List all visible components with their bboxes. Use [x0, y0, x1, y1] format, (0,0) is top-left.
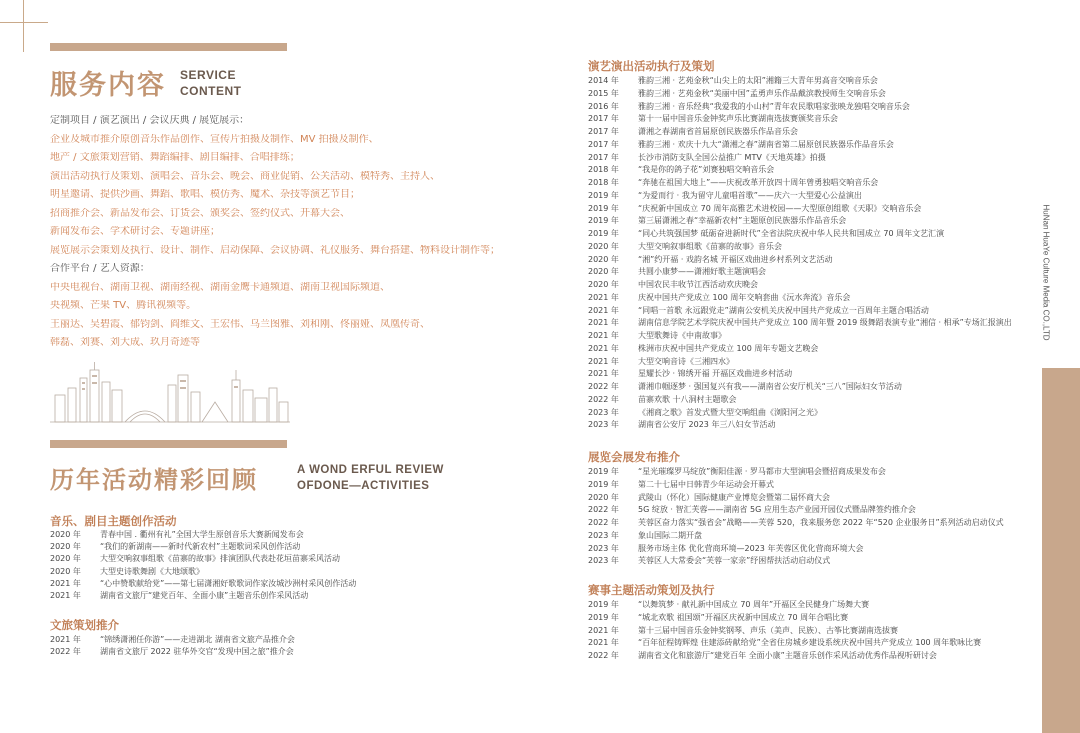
- review-title-cn: 历年活动精彩回顾: [50, 466, 258, 494]
- event-year: 2022 年: [588, 518, 619, 527]
- event-text: “百年征程铸辉煌 住建添砖献给党”全省住房城乡建设系统庆祝中国共产党成立 100 周年歌咏比赛: [638, 638, 982, 648]
- event-text: 雅韵三湘 · 艺苑金秋“美丽中国”孟勇声乐作品戴滨教授师生交响音乐会: [638, 88, 886, 98]
- event-year: 2015 年: [588, 88, 619, 98]
- event-text: 象山国际二期开盘: [638, 530, 702, 540]
- side-color-tab: [1042, 368, 1080, 733]
- event-year: 2023 年: [588, 407, 619, 417]
- city-skyline-illustration: [50, 360, 290, 425]
- event-row: [588, 178, 1030, 188]
- contest-section-title: 赛事主题活动策划及执行: [588, 583, 715, 597]
- event-text: 中国农民丰收节江西活动欢庆晚会: [638, 280, 758, 289]
- event-text: “为爱而行 · 我为留守儿童唱首歌”——庆六一大型爱心公益演出: [638, 190, 862, 200]
- event-text: 星耀长沙 · 锦绣开福 开福区戏曲进乡村活动: [638, 369, 793, 379]
- review-bar: [50, 440, 287, 448]
- event-text: “庆祝新中国成立 70 周年高雅艺术进校园——大型原创组歌《天职》交响音乐会: [638, 203, 922, 213]
- event-text: 湖南省文旅厅“建党百年、全面小康”主题音乐创作采风活动: [100, 591, 309, 600]
- event-text: 潇湘之春湖南省首届原创民族器乐作品音乐会: [638, 127, 798, 136]
- event-year: 2021 年: [588, 305, 619, 315]
- event-text: 大型交响叙事组歌《苗寨的故事》排演团队代表赴花垣苗寨采风活动: [100, 554, 340, 564]
- event-text: 第三届潇湘之春“幸福新农村”主题原创民族器乐作品音乐会: [638, 216, 847, 226]
- event-year: 2020 年: [50, 554, 81, 564]
- event-year: 2020 年: [588, 280, 619, 289]
- service-title-cn: 服务内容: [50, 70, 166, 101]
- event-text: 潇湘巾帼逐梦 · 强国复兴有我——湖南省公安厅机关“三八”国际妇女节活动: [638, 382, 902, 391]
- music-section-title: 音乐、剧目主题创作活动: [50, 514, 177, 528]
- event-row: [588, 127, 1030, 137]
- event-year: 2021 年: [588, 318, 619, 328]
- event-year: 2021 年: [588, 638, 619, 648]
- event-year: 2020 年: [588, 254, 619, 264]
- event-text: 共圆小康梦——潇湘好歌主题演唱会: [638, 267, 766, 277]
- event-row: [588, 191, 1030, 201]
- service-line: 定制项目 / 演艺演出 / 会议庆典 / 展览展示：: [50, 115, 250, 126]
- event-year: 2019 年: [588, 479, 619, 489]
- event-year: 2020 年: [50, 530, 81, 539]
- service-line: 明星邀请、提供沙画、舞蹈、歌唱、模仿秀、魔术、杂技等演艺节目；: [50, 189, 360, 200]
- event-text: 服务市场主体 优化营商环境—2023 年芙蓉区优化营商环境大会: [638, 543, 864, 553]
- event-year: 2019 年: [588, 467, 619, 476]
- service-line: 企业及城市推介原创音乐作品创作、宣传片拍摄及制作、MV 拍摄及制作、: [50, 133, 379, 145]
- service-line: 合作平台 / 艺人资源：: [50, 263, 150, 274]
- service-title-en-2: CONTENT: [180, 84, 242, 98]
- event-row: [588, 114, 1030, 124]
- event-year: 2017 年: [588, 114, 619, 124]
- event-row: [588, 382, 1030, 392]
- service-line: 韩磊、刘赛、刘大成、玖月奇迹等: [50, 337, 200, 348]
- event-year: 2014 年: [588, 76, 619, 85]
- event-row: [588, 408, 1030, 418]
- event-row: [588, 229, 1030, 239]
- event-row: [588, 242, 1030, 252]
- event-year: 2019 年: [588, 600, 619, 609]
- event-text: 苗寨欢歌 十八洞村主题歌会: [638, 394, 737, 404]
- event-text: “城北欢歌 祖国颂”开福区庆祝新中国成立 70 周年合唱比赛: [638, 612, 849, 622]
- event-year: 2019 年: [588, 190, 619, 200]
- event-year: 2020 年: [588, 241, 619, 251]
- event-year: 2023 年: [588, 556, 619, 566]
- event-text: “心中赞歌献给党”——第七届潇湘好歌歌词作家汝城沙洲村采风创作活动: [100, 578, 357, 588]
- event-row: [588, 357, 1030, 367]
- event-year: 2017 年: [588, 127, 619, 136]
- service-line: 地产 / 文旅策划营销、舞蹈编排、剧目编排、合唱排练；: [50, 152, 300, 163]
- culture-section-title: 文旅策划推介: [50, 618, 119, 632]
- event-text: 长沙市消防支队全国公益推广 MTV《天地英雄》拍摄: [638, 152, 826, 162]
- event-year: 2017 年: [588, 152, 619, 162]
- event-text: 湖南省公安厅 2023 年三八妇女节活动: [638, 420, 776, 430]
- event-text: 大型歌舞诗《中南故事》: [638, 331, 726, 340]
- service-line: 展览展示会策划及执行、设计、制作、启动保障、会议协调、礼仪服务、舞台搭建、物料设计制作等；: [50, 244, 500, 256]
- event-row: [588, 280, 1030, 290]
- event-year: 2021 年: [588, 343, 619, 353]
- event-row: [588, 626, 1030, 636]
- event-year: 2021 年: [588, 356, 619, 366]
- performance-section-title: 演艺演出活动执行及策划: [588, 59, 715, 73]
- event-text: “锦绣潇湘任你游”——走进湖北 湖南省文旅产品推介会: [100, 635, 295, 644]
- event-year: 2016 年: [588, 101, 619, 111]
- event-year: 2022 年: [50, 647, 81, 657]
- event-row: [588, 306, 1030, 316]
- event-row: [588, 420, 1030, 430]
- service-title-en-1: SERVICE: [180, 68, 236, 82]
- corner-line-vertical: [23, 0, 24, 52]
- event-year: 2021 年: [588, 625, 619, 635]
- event-row: [588, 267, 1030, 277]
- event-text: “星光璀璨罗马绽放”衡阳佳源 · 罗马都市大型演唱会暨招商成果发布会: [638, 467, 886, 476]
- event-row: [588, 531, 1030, 541]
- event-year: 2019 年: [588, 229, 619, 238]
- event-year: 2022 年: [588, 505, 619, 515]
- service-line: 新闻发布会、学术研讨会、专题讲座；: [50, 226, 220, 237]
- event-row: [588, 493, 1030, 503]
- event-text: “同心共筑强国梦 砥砺奋进新时代”全省法院庆祝中华人民共和国成立 70 周年文艺汇演: [638, 229, 945, 238]
- event-row: [588, 216, 1030, 226]
- event-year: 2021 年: [588, 369, 619, 379]
- event-row: [588, 255, 1030, 265]
- event-year: 2018 年: [588, 165, 619, 175]
- event-year: 2022 年: [588, 382, 619, 391]
- review-title-en-2: OFDONE—ACTIVITIES: [297, 480, 430, 492]
- event-row: [588, 153, 1030, 163]
- event-year: 2021 年: [50, 578, 81, 588]
- event-text: 第二十七届中日韩青少年运动会开幕式: [638, 479, 774, 489]
- event-row: [588, 140, 1030, 150]
- event-year: 2021 年: [50, 591, 81, 600]
- event-year: 2021 年: [50, 635, 81, 644]
- event-year: 2019 年: [588, 612, 619, 622]
- event-year: 2020 年: [588, 492, 619, 502]
- event-text: 雅韵三湘 · 艺苑金秋“山尖上的太阳”湘籍三大青年男高音交响音乐会: [638, 76, 878, 85]
- event-row: [588, 344, 1030, 354]
- event-year: 2020 年: [50, 542, 81, 552]
- event-row: [588, 613, 1030, 623]
- event-text: “奔驰在祖国大地上”——庆祝改革开放四十周年曾勇独唱交响音乐会: [638, 178, 879, 187]
- company-name-vertical: HuNan HuaYe Culture Media CO.,LTD: [1041, 204, 1051, 341]
- service-line: 招商推介会、新品发布会、订货会、颁奖会、签约仪式、开幕大会、: [50, 207, 350, 219]
- event-year: 2021 年: [588, 331, 619, 340]
- event-text: 株洲市庆祝中国共产党成立 100 周年专题文艺晚会: [638, 343, 819, 353]
- event-row: [588, 293, 1030, 303]
- event-row: [588, 638, 1030, 648]
- event-row: [588, 89, 1030, 99]
- event-row: [588, 505, 1030, 515]
- event-text: 芙蓉区人大常委会“芙蓉一家亲”纾困帮扶活动启动仪式: [638, 556, 831, 566]
- event-text: “以舞筑梦 · 献礼新中国成立 70 周年”开福区全民健身广场舞大赛: [638, 600, 870, 609]
- event-year: 2020 年: [50, 566, 81, 576]
- event-year: 2023 年: [588, 530, 619, 540]
- event-text: 青春中国 . 衢州有礼”全国大学生原创音乐大赛新闻发布会: [100, 530, 304, 539]
- event-year: 2019 年: [588, 203, 619, 213]
- event-row: [588, 318, 1030, 328]
- event-row: [50, 567, 1030, 577]
- service-line: 中央电视台、湖南卫视、湖南经视、湖南金鹰卡通频道、湖南卫视国际频道、: [50, 281, 390, 293]
- event-row: [588, 369, 1030, 379]
- event-row: [588, 480, 1030, 490]
- event-row: [588, 651, 1030, 661]
- event-text: 5G 绽放 · 智汇芙蓉——湖南省 5G 应用生态产业园开园仪式暨品牌签约推介会: [638, 505, 916, 515]
- event-year: 2023 年: [588, 420, 619, 430]
- event-text: 雅韵三湘 · 欢庆十九大“潇湘之春”湖南省第二届原创民族器乐作品音乐会: [638, 139, 894, 149]
- event-year: 2022 年: [588, 651, 619, 660]
- service-line: 王丽达、吴碧霞、郁钧剑、阎维文、王宏伟、乌兰图雅、刘和刚、佟丽娅、凤凰传奇、: [50, 318, 430, 330]
- event-row: [588, 518, 1030, 528]
- event-text: 大型交响音诗《三湘四水》: [638, 356, 734, 366]
- event-text: 第十一届中国音乐金钟奖声乐比赛湖南选拔赛颁奖音乐会: [638, 114, 838, 124]
- event-year: 2019 年: [588, 216, 619, 226]
- event-row: [588, 76, 1030, 86]
- event-text: “湘”约开福 · 戏韵名城 开福区戏曲进乡村系列文艺活动: [638, 254, 833, 264]
- corner-line-horizontal: [0, 22, 48, 23]
- event-text: “我们的新湖南——新时代新农村”主题歌词采风创作活动: [100, 542, 301, 552]
- event-text: 大型交响叙事组歌《苗寨的故事》音乐会: [638, 241, 782, 251]
- event-row: [588, 544, 1030, 554]
- event-text: 《湘商之歌》首发式暨大型交响组曲《浏阳河之光》: [638, 407, 822, 417]
- event-text: 第十三届中国音乐金钟奖钢琴、声乐（美声、民族）、古筝比赛湖南选拔赛: [638, 625, 898, 635]
- event-row: [50, 579, 1030, 589]
- event-row: [588, 204, 1030, 214]
- event-row: [588, 165, 1030, 175]
- event-row: [588, 395, 1030, 405]
- event-year: 2020 年: [588, 267, 619, 277]
- service-bar: [50, 43, 287, 51]
- review-title-en-1: A WOND ERFUL REVIEW: [297, 464, 444, 476]
- event-year: 2018 年: [588, 178, 619, 187]
- event-text: 庆祝中国共产党成立 100 周年交响套曲《沅水奔流》音乐会: [638, 292, 851, 302]
- event-text: 湖南省文旅厅 2022 驻华外交官“发现中国之旅”推介会: [100, 647, 294, 657]
- event-text: 湖南信息学院艺术学院庆祝中国共产党成立 100 周年暨 2019 级舞蹈表演专业“湘信 · 相承”专场汇报演出: [638, 318, 1012, 328]
- event-year: 2023 年: [588, 543, 619, 553]
- event-text: 大型史诗歌舞剧《大地颂歌》: [100, 566, 204, 576]
- event-text: “同唱一首歌 永远跟党走”湖南公安机关庆祝中国共产党成立一百周年主题合唱活动: [638, 305, 929, 315]
- event-text: 雅韵三湘 · 音乐经典“我爱我的小山村”青年农民歌唱家张映龙独唱交响音乐会: [638, 101, 910, 111]
- event-row: [588, 467, 1030, 477]
- event-row: [588, 102, 1030, 112]
- event-year: 2022 年: [588, 394, 619, 404]
- event-row: [588, 556, 1030, 566]
- service-line: 演出活动执行及策划、演唱会、音乐会、晚会、商业促销、公关活动、模特秀、主持人、: [50, 170, 440, 182]
- event-row: [588, 331, 1030, 341]
- event-text: 武陵山（怀化）国际健康产业博览会暨第二届怀商大会: [638, 492, 830, 502]
- event-text: 芙蓉区奋力落实“强省会”战略——芙蓉 520，我来服务您 2022 年“520 企业服务日”系列活动启动仪式: [638, 518, 1004, 527]
- event-year: 2017 年: [588, 139, 619, 149]
- event-row: [588, 600, 1030, 610]
- exhibition-section-title: 展览会展发布推介: [588, 450, 680, 464]
- event-text: “我是你的鸽子花”刘赛独唱交响音乐会: [638, 165, 775, 175]
- event-text: 湖南省文化和旅游厅“建党百年 全面小康”主题音乐创作采风活动优秀作品视听研讨会: [638, 651, 937, 660]
- service-line: 央视频、芒果 TV、腾讯视频等。: [50, 300, 197, 311]
- event-year: 2021 年: [588, 292, 619, 302]
